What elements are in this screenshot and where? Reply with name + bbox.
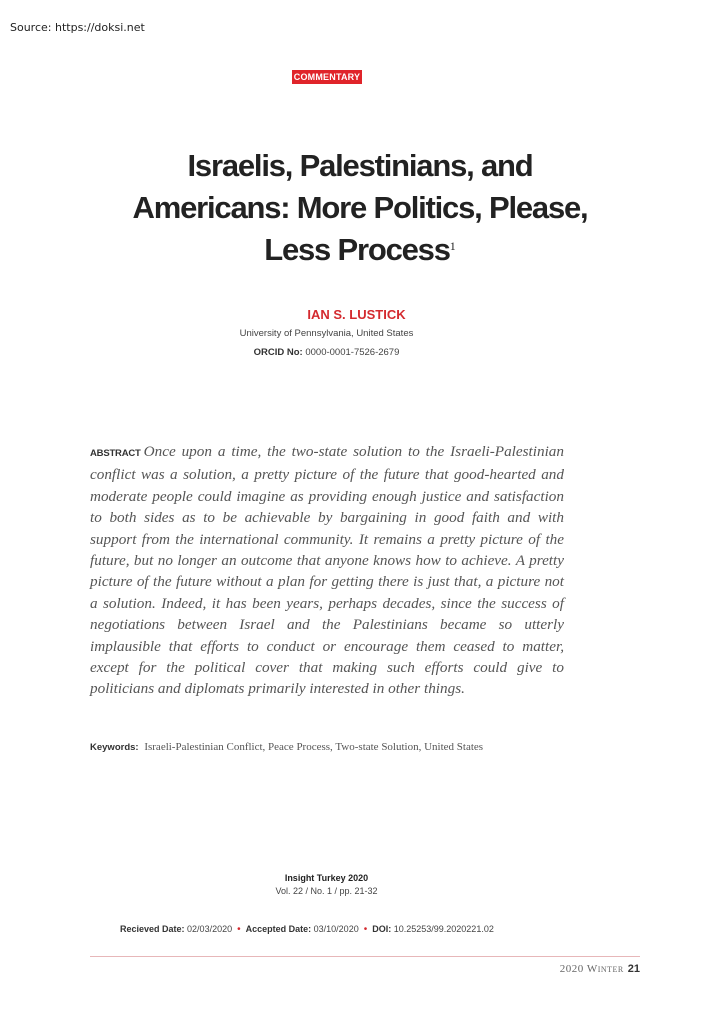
author-affiliation: University of Pennsylvania, United States <box>239 328 414 339</box>
page-number: 21 <box>627 963 640 975</box>
received-label: Recieved Date: <box>120 924 185 934</box>
doi-label: DOI: <box>372 924 392 934</box>
abstract-label: ABSTRACT <box>90 448 141 459</box>
section-tag: COMMENTARY <box>293 72 361 82</box>
received-date: 02/03/2020 <box>187 924 233 934</box>
journal-name: Insight Turkey 2020 <box>284 873 369 883</box>
source-url: Source: https://doksi.net <box>10 21 145 34</box>
page-footer <box>560 963 640 975</box>
accepted-date: 03/10/2020 <box>313 924 359 934</box>
orcid-label: ORCID No: <box>253 347 303 358</box>
author-name: IAN S. LUSTICK <box>307 307 406 322</box>
author-orcid <box>0 347 653 358</box>
bullet-icon: • <box>237 924 241 935</box>
keywords-text: Israeli-Palestinian Conflict, Peace Process, Two-state Solution, United States <box>144 741 484 753</box>
title-line-1: Israelis, Palestinians, and <box>187 148 533 183</box>
bullet-icon: • <box>363 924 368 935</box>
keywords <box>90 741 610 753</box>
accepted-label: Accepted Date: <box>245 924 312 934</box>
abstract <box>90 441 564 700</box>
footnote-mark[interactable]: 1 <box>449 239 456 253</box>
orcid-number: 0000-0001-7526-2679 <box>305 347 400 358</box>
footer-divider <box>90 956 640 957</box>
title-line-3 <box>70 229 650 271</box>
doi-value[interactable]: 10.25253/99.2020221.02 <box>393 924 494 934</box>
journal-volume: Vol. 22 / No. 1 / pp. 21-32 <box>275 886 378 896</box>
abstract-text: Once upon a time, the two-state solution to the Israeli-Palestinian conflict was a solution, a pretty picture of the future that good-hearted and moderate people could imagine as providing enough justice and satisfaction to both sides as to be achievable by bargaining in good faith and with support from the international community. It remains a pretty picture of the future, but no longer an outcome that anyone knows how to achieve. A pretty picture of the future without a plan for getting there is just that, a picture not a solution. Indeed, it has been years, perhaps decades, since the success of negotiations between Israel and the Palestinians became so utterly implausible that efforts to conduct or encourage them ceased to matter, except for the political cover that making such efforts could give to politicians and diplomats primarily interested in other things. <box>90 443 564 698</box>
footer-season: 2020 Winter <box>559 963 624 975</box>
keywords-label: Keywords: <box>90 742 139 753</box>
title-line-3-text: Less Process <box>264 232 450 267</box>
article-title <box>70 145 650 271</box>
title-line-2: Americans: More Politics, Please, <box>132 190 588 225</box>
article-dates <box>120 924 494 935</box>
